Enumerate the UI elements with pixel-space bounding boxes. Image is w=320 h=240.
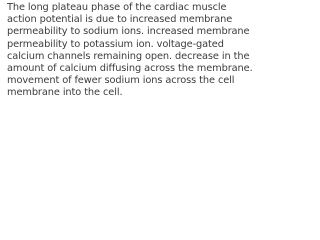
question-card (0, 0, 262, 99)
question-text: The long plateau phase of the cardiac muscle action potential is due to increased membrane permeability to sodium ions. increased membrane permeability to potassium ion. voltage-gated calcium channels remaining open. decrease in the amount of calcium diffusing across the membrane. movement of fewer sodium ions across the cell membrane into the cell. (7, 2, 253, 99)
